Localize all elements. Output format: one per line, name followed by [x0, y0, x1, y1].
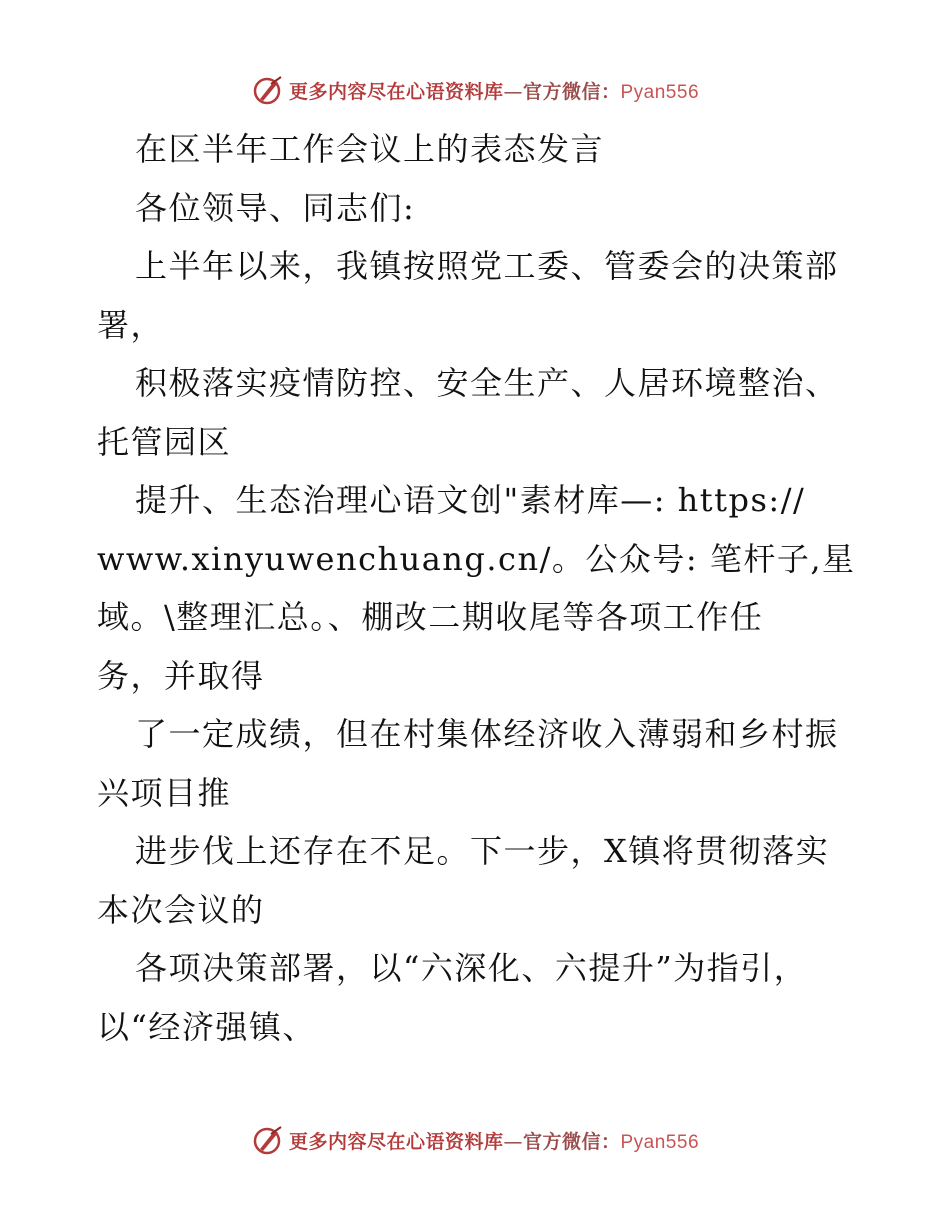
paragraph-line: 进步伐上还存在不足。下一步，X镇将贯彻落实	[135, 832, 830, 870]
paragraph-line: 提升、生态治理心语文创"素材库—: https://	[135, 481, 806, 519]
paragraph-line: 域。\整理汇总。、棚改二期收尾等各项工作任	[97, 598, 764, 636]
watermark-separator: —	[503, 1130, 523, 1153]
watermark-brand: 更多内容尽在心语资料库	[288, 80, 504, 103]
watermark-wechat-id: Pyan556	[620, 81, 700, 103]
paragraph-line: 积极落实疫情防控、安全生产、人居环境整治、	[135, 364, 839, 402]
paragraph-line: 各项决策部署，以“六深化、六提升”为指引，	[135, 949, 808, 987]
paragraph-line: 署，	[97, 305, 165, 344]
paragraph-line: 兴项目推	[97, 773, 232, 812]
watermark-banner-bottom	[0, 1120, 950, 1160]
watermark-banner-top	[0, 70, 950, 110]
paragraph-line: 上半年以来，我镇按照党工委、管委会的决策部	[135, 247, 839, 285]
watermark-brand: 更多内容尽在心语资料库	[288, 1130, 504, 1153]
watermark-wechat-label: 官方微信：	[522, 80, 621, 103]
paragraph-line: 务，并取得	[97, 656, 265, 695]
paragraph-line: 本次会议的	[97, 890, 265, 929]
paragraph-line: 以“经济强镇、	[97, 1007, 316, 1046]
watermark-separator: —	[503, 80, 523, 103]
quill-pen-logo-icon	[251, 74, 283, 106]
paragraph-line: 各位领导、同志们:	[135, 188, 416, 227]
paragraph-line: 托管园区	[97, 422, 232, 461]
watermark-text	[289, 77, 699, 104]
paragraph-line: www.xinyuwenchuang.cn/。公众号: 笔杆子,星	[97, 539, 856, 578]
watermark-wechat-id: Pyan556	[620, 1131, 700, 1153]
watermark-text	[289, 1127, 699, 1154]
quill-pen-logo-icon	[251, 1124, 283, 1156]
document-body	[97, 120, 857, 1056]
watermark-wechat-label: 官方微信：	[522, 1130, 621, 1153]
document-title: 在区半年工作会议上的表态发言	[135, 130, 605, 168]
paragraph-line: 了一定成绩，但在村集体经济收入薄弱和乡村振	[135, 715, 839, 753]
